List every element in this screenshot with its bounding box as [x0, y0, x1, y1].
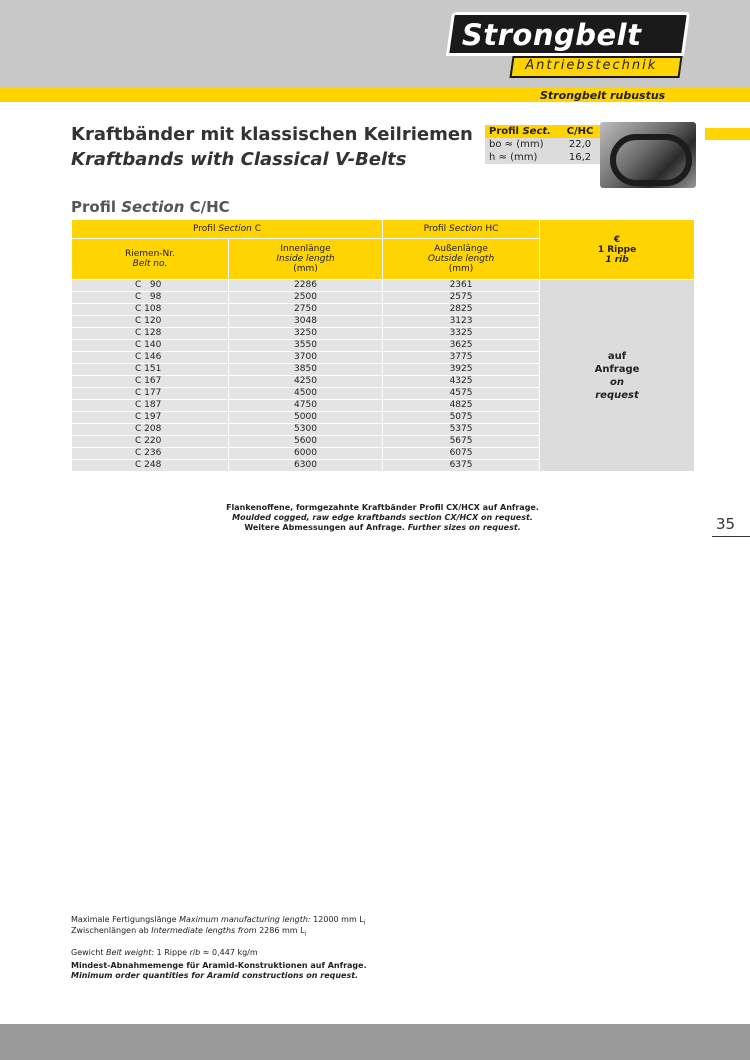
spec-label: h ≈ (mm) [485, 151, 555, 164]
outside-length-cell: 2361 [383, 280, 540, 292]
inside-length-cell: 4250 [229, 376, 383, 388]
belt-number-cell: C 120 [72, 316, 229, 328]
logo-subtitle-box [509, 56, 682, 78]
outside-length-cell: 4825 [383, 400, 540, 412]
belt-number-cell: C 151 [72, 364, 229, 376]
outside-length-cell: 4575 [383, 388, 540, 400]
inside-length-cell: 2500 [229, 292, 383, 304]
outside-length-cell: 5075 [383, 412, 540, 424]
page-number: 35 [716, 515, 736, 533]
page-number-rule [712, 536, 750, 537]
inside-length-cell: 3550 [229, 340, 383, 352]
price-note-en1: on [610, 376, 625, 388]
outside-length-cell: 3625 [383, 340, 540, 352]
belt-photo [600, 122, 696, 188]
belt-number-cell: C 128 [72, 328, 229, 340]
inside-length-cell: 2286 [229, 280, 383, 292]
series-name: Strongbelt rubustus [540, 89, 666, 102]
page-title-en: Kraftbands with Classical V-Belts [71, 149, 407, 170]
table-group-header-row [72, 220, 695, 239]
col-header-outside-length: Außenlänge Outside length (mm) [383, 239, 540, 280]
outside-length-cell: 3925 [383, 364, 540, 376]
inside-length-cell: 3048 [229, 316, 383, 328]
belt-number-cell: C 90 [72, 280, 229, 292]
belt-table [71, 219, 695, 472]
outside-length-cell: 3775 [383, 352, 540, 364]
profile-spec-table [485, 125, 605, 164]
outside-length-cell: 5375 [383, 424, 540, 436]
spec-header-value: C/HC [555, 125, 605, 138]
inside-length-cell: 5300 [229, 424, 383, 436]
page-title-de: Kraftbänder mit klassischen Keilriemen [71, 124, 473, 145]
price-on-request-cell [540, 280, 695, 472]
outside-length-cell: 5675 [383, 436, 540, 448]
inside-length-cell: 4750 [229, 400, 383, 412]
section-heading: Profil Section C/HC [71, 198, 230, 216]
spec-row [485, 151, 605, 164]
outside-length-cell: 6075 [383, 448, 540, 460]
price-note-de2: Anfrage [594, 363, 640, 375]
spec-header-row [485, 125, 605, 138]
spec-row [485, 138, 605, 151]
col-header-inside-length: Innenlänge Inside length (mm) [229, 239, 383, 280]
inside-length-cell: 5000 [229, 412, 383, 424]
outside-length-cell: 2825 [383, 304, 540, 316]
inside-length-cell: 4500 [229, 388, 383, 400]
belt-number-cell: C 197 [72, 412, 229, 424]
logo-subtitle: Antriebstechnik [525, 58, 658, 73]
outside-length-cell: 2575 [383, 292, 540, 304]
footer-intermediate-lengths: Zwischenlängen ab Intermediate lengths from 2286 mm $L_i$ [71, 926, 307, 938]
belt-number-cell: C 208 [72, 424, 229, 436]
footer-band [0, 1024, 750, 1060]
outside-length-cell: 3123 [383, 316, 540, 328]
price-note-en2: request [595, 389, 639, 401]
strongbelt-logo [449, 12, 687, 82]
belt-image-shape [610, 134, 692, 186]
footer-weight: Gewicht Belt weight: 1 Rippe rib ≈ 0,447 kg/m [71, 948, 258, 957]
inside-length-cell: 3850 [229, 364, 383, 376]
group-header-section-hc: Profil Section HC [383, 220, 540, 239]
outside-length-cell: 3325 [383, 328, 540, 340]
table-row [72, 280, 695, 292]
inside-length-cell: 6300 [229, 460, 383, 472]
side-accent-bar [705, 128, 750, 140]
table-body [72, 280, 695, 472]
belt-number-cell: C 187 [72, 400, 229, 412]
col-header-belt: Riemen-Nr. Belt no. [72, 239, 229, 280]
logo-wordmark-box [446, 12, 690, 56]
note-line-de: Flankenoffene, formgezahnte Kraftbänder Profil CX/HCX auf Anfrage. [226, 503, 539, 512]
inside-length-cell: 2750 [229, 304, 383, 316]
belt-number-cell: C 177 [72, 388, 229, 400]
logo-wordmark: Strongbelt [461, 18, 642, 52]
inside-length-cell: 5600 [229, 436, 383, 448]
outside-length-cell: 4325 [383, 376, 540, 388]
belt-number-cell: C 140 [72, 340, 229, 352]
note-line-en: Moulded cogged, raw edge kraftbands section CX/HCX on request. [232, 513, 533, 522]
belt-number-cell: C 98 [72, 292, 229, 304]
belt-number-cell: C 220 [72, 436, 229, 448]
spec-value: 16,2 [555, 151, 605, 164]
spec-header-label: Profil Sect. [485, 125, 555, 138]
belt-number-cell: C 236 [72, 448, 229, 460]
outside-length-cell: 6375 [383, 460, 540, 472]
footer-max-length: Maximale Fertigungslänge Maximum manufacturing length: 12000 mm $L_i$ [71, 915, 366, 927]
spec-value: 22,0 [555, 138, 605, 151]
group-header-section-c: Profil Section C [72, 220, 383, 239]
footer-min-order-de: Mindest-Abnahmemenge für Aramid-Konstruktionen auf Anfrage. [71, 961, 367, 970]
inside-length-cell: 6000 [229, 448, 383, 460]
col-header-price: € 1 Rippe 1 rib [540, 220, 695, 280]
belt-number-cell: C 108 [72, 304, 229, 316]
inside-length-cell: 3700 [229, 352, 383, 364]
belt-number-cell: C 167 [72, 376, 229, 388]
price-note-de1: auf [607, 350, 627, 362]
belt-number-cell: C 146 [72, 352, 229, 364]
belt-number-cell: C 248 [72, 460, 229, 472]
note-block [71, 503, 694, 533]
footer-min-order-en: Minimum order quantities for Aramid constructions on request. [71, 971, 359, 980]
inside-length-cell: 3250 [229, 328, 383, 340]
spec-label: bo ≈ (mm) [485, 138, 555, 151]
note-line-sizes: Weitere Abmessungen auf Anfrage. Further sizes on request. [244, 523, 521, 532]
